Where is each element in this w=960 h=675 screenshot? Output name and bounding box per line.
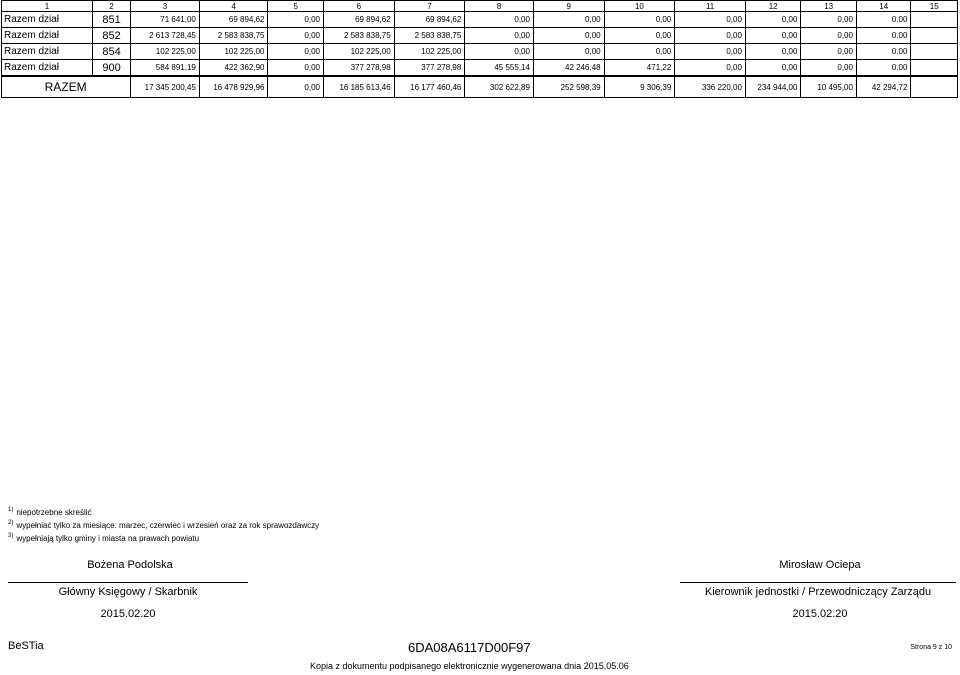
empty-cell	[911, 12, 958, 28]
value-cell: 0,00	[856, 44, 911, 60]
value-cell: 42 294,72	[856, 76, 911, 98]
empty-cell	[911, 44, 958, 60]
document-code: 6DA08A6117D00F97	[408, 640, 531, 655]
column-number: 2	[92, 1, 130, 12]
value-cell: 0,00	[533, 12, 604, 28]
value-cell: 0,00	[675, 12, 746, 28]
footnote-mark: 3)	[8, 533, 14, 539]
value-cell: 0,00	[604, 44, 675, 60]
table-row	[2, 44, 958, 60]
value-cell: 71 641,00	[131, 12, 200, 28]
value-cell: 2 613 728,45	[131, 28, 200, 44]
value-cell: 252 598,39	[533, 76, 604, 98]
value-cell: 0,00	[675, 44, 746, 60]
left-signature-name: Bożena Podolska	[87, 559, 173, 571]
value-cell: 69 894,62	[199, 12, 268, 28]
value-cell: 0,00	[801, 28, 857, 44]
division-code: 852	[92, 28, 130, 44]
value-cell: 0,00	[268, 12, 324, 28]
value-cell: 0,00	[675, 60, 746, 77]
footnote-text: wypełniają tylko gminy i miasta na prawach powiatu	[16, 534, 200, 543]
value-cell: 9 306,39	[604, 76, 675, 98]
column-number: 14	[856, 1, 911, 12]
value-cell: 16 177 460,46	[394, 76, 465, 98]
value-cell: 0,00	[465, 12, 534, 28]
value-cell: 102 225,00	[394, 44, 465, 60]
division-code: 854	[92, 44, 130, 60]
right-signature-date: 2015.02.20	[792, 608, 848, 620]
table-row	[2, 60, 958, 77]
column-number: 13	[801, 1, 857, 12]
right-signature-line	[680, 582, 956, 583]
value-cell: 0,00	[465, 44, 534, 60]
column-number: 1	[2, 1, 93, 12]
right-signature-role: Kierownik jednostki / Przewodniczący Zarządu	[704, 586, 932, 598]
value-cell: 2 583 838,75	[394, 28, 465, 44]
copy-note: Kopia z dokumentu podpisanego elektronicznie wygenerowana dnia 2015.05.06	[310, 661, 629, 671]
column-number-row	[2, 1, 958, 12]
empty-cell	[911, 76, 958, 98]
left-signature-role: Główny Księgowy / Skarbnik	[58, 586, 198, 598]
value-cell: 0,00	[801, 60, 857, 77]
column-number: 15	[911, 1, 958, 12]
footnotes	[8, 505, 319, 544]
footnote-text: niepotrzebne skreślić	[16, 508, 92, 517]
value-cell: 0,00	[268, 76, 324, 98]
column-number: 4	[199, 1, 268, 12]
column-number: 11	[675, 1, 746, 12]
footnote	[8, 518, 319, 531]
column-number: 12	[745, 1, 801, 12]
value-cell: 0,00	[268, 60, 324, 77]
division-code: 851	[92, 12, 130, 28]
value-cell: 584 891,19	[131, 60, 200, 77]
page-number: Strona 9 z 10	[910, 644, 952, 651]
column-number: 6	[324, 1, 395, 12]
footnote	[8, 531, 319, 544]
left-signature-line	[8, 582, 248, 583]
system-name: BeSTia	[8, 640, 44, 652]
right-signature-name: Mirosław Ociepa	[779, 559, 861, 571]
value-cell: 0,00	[745, 44, 801, 60]
row-label: Razem dział	[2, 28, 93, 44]
value-cell: 102 225,00	[131, 44, 200, 60]
footnote	[8, 505, 319, 518]
row-label: Razem dział	[2, 44, 93, 60]
value-cell: 0,00	[675, 28, 746, 44]
column-number: 7	[394, 1, 465, 12]
report-table	[1, 0, 958, 98]
value-cell: 234 944,00	[745, 76, 801, 98]
value-cell: 69 894,62	[394, 12, 465, 28]
value-cell: 0,00	[745, 28, 801, 44]
value-cell: 471,22	[604, 60, 675, 77]
value-cell: 42 246,48	[533, 60, 604, 77]
empty-cell	[911, 60, 958, 77]
value-cell: 2 583 838,75	[199, 28, 268, 44]
value-cell: 0,00	[268, 44, 324, 60]
left-signature-date: 2015.02.20	[100, 608, 156, 620]
column-number: 10	[604, 1, 675, 12]
value-cell: 102 225,00	[324, 44, 395, 60]
value-cell: 102 225,00	[199, 44, 268, 60]
row-label: Razem dział	[2, 60, 93, 77]
footnote-mark: 1)	[8, 507, 14, 513]
column-number: 5	[268, 1, 324, 12]
value-cell: 377 278,98	[394, 60, 465, 77]
division-code: 900	[92, 60, 130, 77]
column-number: 8	[465, 1, 534, 12]
table-row	[2, 12, 958, 28]
value-cell: 0,00	[801, 12, 857, 28]
value-cell: 0,00	[856, 60, 911, 77]
column-number: 3	[131, 1, 200, 12]
table-row	[2, 28, 958, 44]
value-cell: 0,00	[856, 28, 911, 44]
value-cell: 0,00	[533, 44, 604, 60]
total-row	[2, 76, 958, 98]
value-cell: 302 622,89	[465, 76, 534, 98]
value-cell: 336 220,00	[675, 76, 746, 98]
value-cell: 45 555,14	[465, 60, 534, 77]
value-cell: 0,00	[533, 28, 604, 44]
value-cell: 16 185 613,46	[324, 76, 395, 98]
value-cell: 0,00	[745, 12, 801, 28]
value-cell: 422 362,90	[199, 60, 268, 77]
value-cell: 10 495,00	[801, 76, 857, 98]
value-cell: 377 278,98	[324, 60, 395, 77]
column-number: 9	[533, 1, 604, 12]
value-cell: 2 583 838,75	[324, 28, 395, 44]
row-label: Razem dział	[2, 12, 93, 28]
value-cell: 0,00	[801, 44, 857, 60]
value-cell: 0,00	[268, 28, 324, 44]
value-cell: 0,00	[465, 28, 534, 44]
value-cell: 17 345 200,45	[131, 76, 200, 98]
value-cell: 0,00	[856, 12, 911, 28]
value-cell: 0,00	[604, 28, 675, 44]
value-cell: 0,00	[745, 60, 801, 77]
empty-cell	[911, 28, 958, 44]
value-cell: 69 894,62	[324, 12, 395, 28]
footnote-mark: 2)	[8, 520, 14, 526]
value-cell: 16 478 929,96	[199, 76, 268, 98]
value-cell: 0,00	[604, 12, 675, 28]
footnote-text: wypełniać tylko za miesiące: marzec, czerwiec i wrzesień oraz za rok sprawozdawczy	[16, 521, 320, 530]
total-label: RAZEM	[2, 76, 131, 98]
